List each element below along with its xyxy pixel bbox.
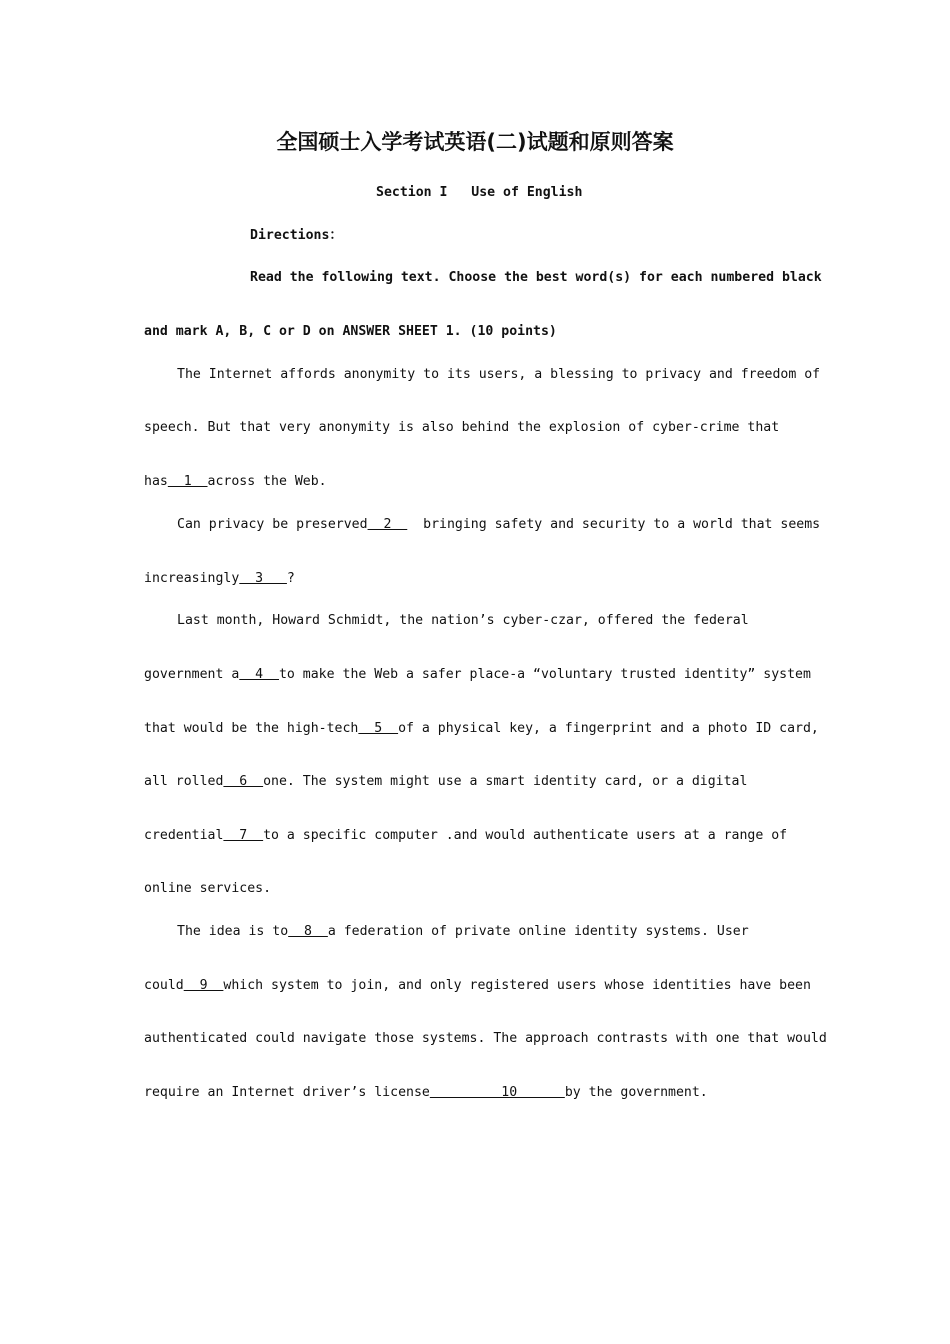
p2-line-2 [144, 570, 295, 588]
blank-7: 7 [223, 828, 264, 843]
blank-5: 5 [358, 721, 399, 736]
p3-line-5-text-a: credential [144, 828, 224, 843]
p4-line-1-text-b: a federation of private online identity systems. User [327, 924, 749, 939]
blank-2: 2 [367, 517, 408, 532]
p3-line-4-text-a: all rolled [144, 774, 224, 789]
directions-line-2: and mark A, B, C or D on ANSWER SHEET 1. (10 points) [144, 324, 557, 339]
p4-line-2-text-a: could [144, 978, 184, 993]
p1-line-3 [144, 473, 327, 491]
p3-line-6: online services. [144, 881, 272, 896]
p4-line-4-text-b: by the government. [564, 1085, 708, 1100]
p2-line-1 [177, 516, 820, 534]
blank-1: 1 [167, 474, 208, 489]
p4-line-1-text-a: The idea is to [177, 924, 289, 939]
p4-line-4-text-a: require an Internet driver’s license [144, 1085, 430, 1100]
p3-line-3 [144, 720, 819, 738]
p3-line-5 [144, 827, 787, 845]
p4-line-2 [144, 977, 811, 995]
p3-line-2-text-b: to make the Web a safer place-a “voluntary trusted identity” system [278, 667, 811, 682]
p3-line-3-text-b: of a physical key, a fingerprint and a photo ID card, [398, 721, 819, 736]
p4-line-3: authenticated could navigate those systems. The approach contrasts with one that would [144, 1031, 827, 1046]
p1-line-3-text-b: across the Web. [207, 474, 327, 489]
p2-line-1-text-a: Can privacy be preserved [177, 517, 368, 532]
directions-line-1: Read the following text. Choose the best word(s) for each numbered black [250, 270, 822, 285]
blank-6: 6 [223, 774, 264, 789]
p4-line-1 [177, 923, 749, 941]
p3-line-4-text-b: one. The system might use a smart identity card, or a digital [263, 774, 748, 789]
p3-line-4 [144, 773, 747, 791]
blank-3: 3 [239, 571, 287, 586]
blank-10: 10 [429, 1085, 565, 1100]
p3-line-1: Last month, Howard Schmidt, the nation’s cyber-czar, offered the federal [177, 613, 749, 628]
section-heading: Section I Use of English [376, 185, 583, 200]
p2-line-2-text-b: ? [286, 571, 295, 586]
page-title: 全国硕士入学考试英语(二)试题和原则答案 [276, 130, 674, 154]
p4-line-2-text-b: which system to join, and only registered users whose identities have been [223, 978, 811, 993]
p4-line-4 [144, 1084, 708, 1102]
directions-label: Directions： [250, 228, 343, 243]
p1-line-2: speech. But that very anonymity is also behind the explosion of cyber-crime that [144, 420, 780, 435]
p1-line-3-text-a: has [144, 474, 168, 489]
blank-4: 4 [239, 667, 279, 682]
p3-line-2 [144, 666, 811, 684]
blank-8: 8 [288, 924, 328, 939]
p2-line-1-text-b: bringing safety and security to a world that seems [407, 517, 821, 532]
blank-9: 9 [183, 978, 224, 993]
p1-line-1: The Internet affords anonymity to its users, a blessing to privacy and freedom of [177, 367, 821, 382]
p3-line-3-text-a: that would be the high-tech [144, 721, 359, 736]
p2-line-2-text-a: increasingly [144, 571, 240, 586]
p3-line-5-text-b: to a specific computer .and would authenticate users at a range of [263, 828, 788, 843]
p3-line-2-text-a: government a [144, 667, 240, 682]
